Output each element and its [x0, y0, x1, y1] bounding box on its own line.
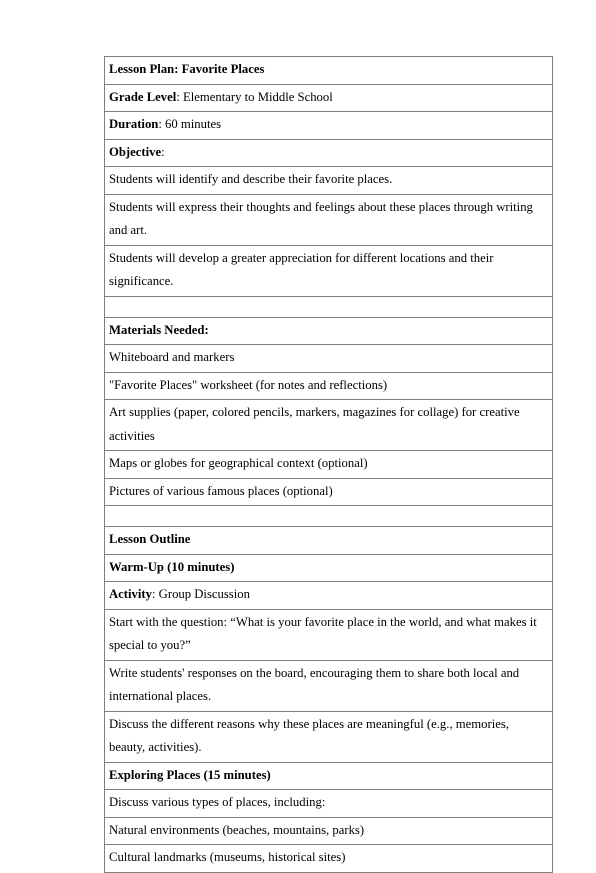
lesson-plan-table	[104, 56, 553, 873]
table-row	[105, 845, 553, 873]
spacer-cell	[105, 506, 553, 527]
exploring-item: Discuss various types of places, including:	[105, 790, 553, 818]
grade-level-cell	[105, 84, 553, 112]
exploring-heading: Exploring Places (15 minutes)	[105, 762, 553, 790]
table-row	[105, 554, 553, 582]
exploring-item: Natural environments (beaches, mountains, parks)	[105, 817, 553, 845]
materials-heading: Materials Needed:	[105, 317, 553, 345]
material-item: "Favorite Places" worksheet (for notes and reflections)	[105, 372, 553, 400]
objective-cell	[105, 139, 553, 167]
table-row	[105, 345, 553, 373]
material-item: Art supplies (paper, colored pencils, markers, magazines for collage) for creative activities	[105, 400, 553, 451]
duration-cell	[105, 112, 553, 140]
warmup-step: Start with the question: “What is your favorite place in the world, and what makes it special to you?”	[105, 609, 553, 660]
spacer-cell	[105, 296, 553, 317]
duration-value: : 60 minutes	[158, 117, 222, 131]
table-row	[105, 790, 553, 818]
table-row	[105, 194, 553, 245]
outline-heading: Lesson Outline	[105, 527, 553, 555]
table-row	[105, 84, 553, 112]
table-row	[105, 660, 553, 711]
table-row	[105, 296, 553, 317]
table-row	[105, 372, 553, 400]
table-row	[105, 527, 553, 555]
warmup-heading: Warm-Up (10 minutes)	[105, 554, 553, 582]
activity-label: Activity	[109, 587, 152, 601]
table-row	[105, 582, 553, 610]
grade-level-label: Grade Level	[109, 89, 177, 104]
duration-label: Duration	[109, 117, 159, 131]
material-item: Pictures of various famous places (optional)	[105, 478, 553, 506]
table-row	[105, 817, 553, 845]
table-row	[105, 400, 553, 451]
objective-colon: :	[161, 144, 165, 159]
table-row	[105, 139, 553, 167]
objective-label: Objective	[109, 144, 162, 159]
table-row	[105, 57, 553, 85]
table-row	[105, 762, 553, 790]
table-row	[105, 711, 553, 762]
document-title: Lesson Plan: Favorite Places	[105, 57, 553, 85]
objective-item: Students will express their thoughts and feelings about these places through writing and art.	[105, 194, 553, 245]
table-row	[105, 317, 553, 345]
material-item: Whiteboard and markers	[105, 345, 553, 373]
table-row	[105, 506, 553, 527]
material-item: Maps or globes for geographical context (optional)	[105, 451, 553, 479]
table-row	[105, 451, 553, 479]
table-row	[105, 245, 553, 296]
grade-level-value: : Elementary to Middle School	[176, 89, 333, 104]
warmup-step: Discuss the different reasons why these places are meaningful (e.g., memories, beauty, activities).	[105, 711, 553, 762]
warmup-step: Write students' responses on the board, encouraging them to share both local and international places.	[105, 660, 553, 711]
table-row	[105, 609, 553, 660]
objective-item: Students will develop a greater appreciation for different locations and their significance.	[105, 245, 553, 296]
activity-value: : Group Discussion	[151, 587, 250, 601]
table-row	[105, 112, 553, 140]
exploring-item: Cultural landmarks (museums, historical sites)	[105, 845, 553, 873]
activity-cell	[105, 582, 553, 610]
table-row	[105, 478, 553, 506]
objective-item: Students will identify and describe their favorite places.	[105, 167, 553, 195]
table-row	[105, 167, 553, 195]
